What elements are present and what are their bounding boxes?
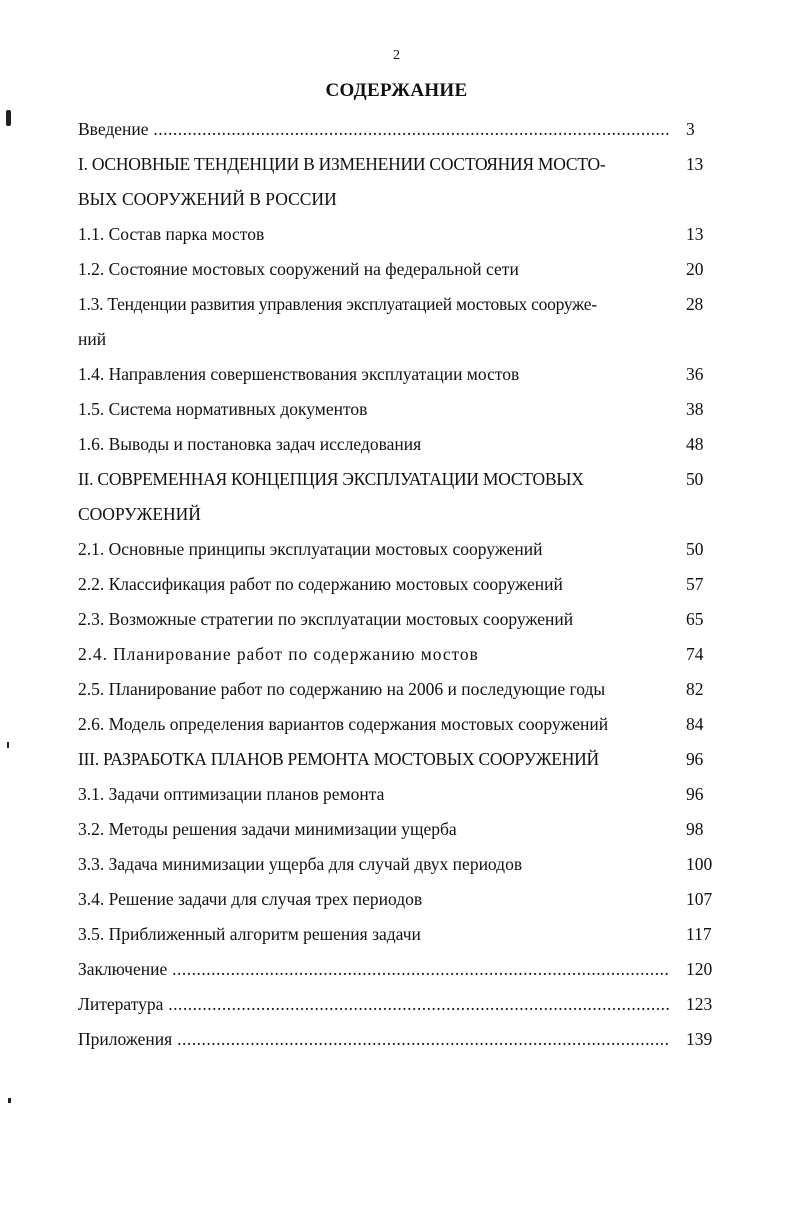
toc-entry-title: III. РАЗРАБОТКА ПЛАНОВ РЕМОНТА МОСТОВЫХ СООРУЖЕНИЙ — [78, 749, 599, 769]
toc-entry-title: Литература ..... — [78, 987, 670, 1022]
toc-entry-continuation — [78, 497, 718, 532]
toc-entry-page: 13 — [686, 154, 703, 174]
toc-entry[interactable] — [78, 462, 718, 497]
scan-mark — [6, 110, 11, 126]
toc-entry-page: 28 — [686, 294, 703, 314]
toc-entry-page: 57 — [686, 574, 704, 594]
toc-entry-page: 3 — [686, 119, 695, 139]
toc-entry-title: 3.4. Решение задачи для случая трех периодов — [78, 889, 423, 909]
toc-entry-title: 3.2. Методы решения задачи минимизации ущерба — [78, 819, 457, 839]
scan-mark — [8, 1098, 11, 1103]
toc-entry-title: Приложения ..... — [78, 1022, 670, 1057]
toc-entry[interactable] — [78, 392, 718, 427]
toc-entry-title: 2.1. Основные принципы эксплуатации мостовых сооружений — [78, 539, 543, 559]
toc-entry-page: 13 — [686, 224, 704, 244]
toc-entry[interactable] — [78, 987, 718, 1022]
toc-entry-title: Заключение ..... — [78, 952, 670, 987]
toc-entry-page: 96 — [686, 749, 703, 769]
toc-entry[interactable] — [78, 812, 718, 847]
toc-entry-title: 3.3. Задача минимизации ущерба для случай двух периодов — [78, 854, 523, 874]
toc-entry-page: 38 — [686, 399, 704, 419]
toc-entry-page: 84 — [686, 714, 704, 734]
toc-entry[interactable] — [78, 252, 718, 287]
toc-entry-title: СООРУЖЕНИЙ — [78, 504, 201, 524]
toc-entry-title: ний — [78, 329, 107, 349]
toc-entry-title: 3.1. Задачи оптимизации планов ремонта — [78, 784, 385, 804]
toc-entry-page: 98 — [686, 819, 704, 839]
page-number: 2 — [393, 48, 400, 63]
toc-entry-page: 123 — [686, 994, 713, 1014]
table-of-contents — [78, 112, 718, 1057]
toc-entry-title: 1.6. Выводы и постановка задач исследования — [78, 434, 422, 454]
toc-entry-title: 2.2. Классификация работ по содержанию мостовых сооружений — [78, 574, 563, 594]
toc-entry[interactable] — [78, 672, 718, 707]
toc-entry[interactable] — [78, 357, 718, 392]
toc-entry[interactable] — [78, 112, 718, 147]
toc-entry-title: 2.5. Планирование работ по содержанию на 2006 и последующие годы — [78, 679, 606, 699]
toc-entry-title: 2.4. Планирование работ по содержанию мостов — [78, 644, 479, 664]
toc-entry-title: ВЫХ СООРУЖЕНИЙ В РОССИИ — [78, 189, 337, 209]
toc-entry[interactable] — [78, 882, 718, 917]
toc-entry-title: 2.3. Возможные стратегии по эксплуатации мостовых сооружений — [78, 609, 574, 629]
toc-entry[interactable] — [78, 602, 718, 637]
toc-entry[interactable] — [78, 217, 718, 252]
toc-entry-title: 1.1. Состав парка мостов — [78, 224, 265, 244]
toc-entry[interactable] — [78, 532, 718, 567]
toc-entry[interactable] — [78, 567, 718, 602]
scan-mark — [7, 742, 9, 748]
toc-entry-title: 3.5. Приближенный алгоритм решения задачи — [78, 924, 421, 944]
toc-entry-page: 36 — [686, 364, 704, 384]
toc-entry[interactable] — [78, 777, 718, 812]
toc-entry-title: 1.3. Тенденции развития управления эксплуатацией мостовых сооруже- — [78, 294, 597, 314]
toc-entry[interactable] — [78, 287, 718, 322]
toc-entry-page: 82 — [686, 679, 704, 699]
toc-entry-page: 96 — [686, 784, 704, 804]
toc-entry[interactable] — [78, 1022, 718, 1057]
toc-entry-page: 50 — [686, 539, 704, 559]
page-title: СОДЕРЖАНИЕ — [325, 80, 468, 101]
toc-entry[interactable] — [78, 917, 718, 952]
toc-entry-page: 117 — [686, 924, 712, 944]
toc-entry-page: 50 — [686, 469, 703, 489]
toc-entry[interactable] — [78, 427, 718, 462]
toc-entry-title: 1.5. Система нормативных документов — [78, 399, 368, 419]
toc-entry-continuation — [78, 182, 718, 217]
toc-entry[interactable] — [78, 847, 718, 882]
toc-entry-title: II. СОВРЕМЕННАЯ КОНЦЕПЦИЯ ЭКСПЛУАТАЦИИ МОСТОВЫХ — [78, 469, 584, 489]
toc-entry-page: 107 — [686, 889, 713, 909]
toc-entry-page: 20 — [686, 259, 704, 279]
toc-entry-page: 139 — [686, 1029, 713, 1049]
toc-entry-title: Введение ..... — [78, 112, 670, 147]
toc-entry[interactable] — [78, 147, 718, 182]
toc-entry-page: 100 — [686, 854, 713, 874]
toc-entry-continuation — [78, 322, 718, 357]
toc-entry[interactable] — [78, 952, 718, 987]
toc-entry-page: 65 — [686, 609, 704, 629]
toc-entry[interactable] — [78, 637, 718, 672]
toc-entry-page: 74 — [686, 644, 704, 664]
toc-entry-page: 120 — [686, 959, 713, 979]
toc-entry-title: I. ОСНОВНЫЕ ТЕНДЕНЦИИ В ИЗМЕНЕНИИ СОСТОЯНИЯ МОСТО- — [78, 154, 606, 174]
toc-entry-title: 2.6. Модель определения вариантов содержания мостовых сооружений — [78, 714, 609, 734]
toc-entry[interactable] — [78, 707, 718, 742]
toc-entry-title: 1.2. Состояние мостовых сооружений на федеральной сети — [78, 259, 519, 279]
toc-entry-title: 1.4. Направления совершенствования эксплуатации мостов — [78, 364, 520, 384]
toc-entry-page: 48 — [686, 434, 704, 454]
toc-entry[interactable] — [78, 742, 718, 777]
